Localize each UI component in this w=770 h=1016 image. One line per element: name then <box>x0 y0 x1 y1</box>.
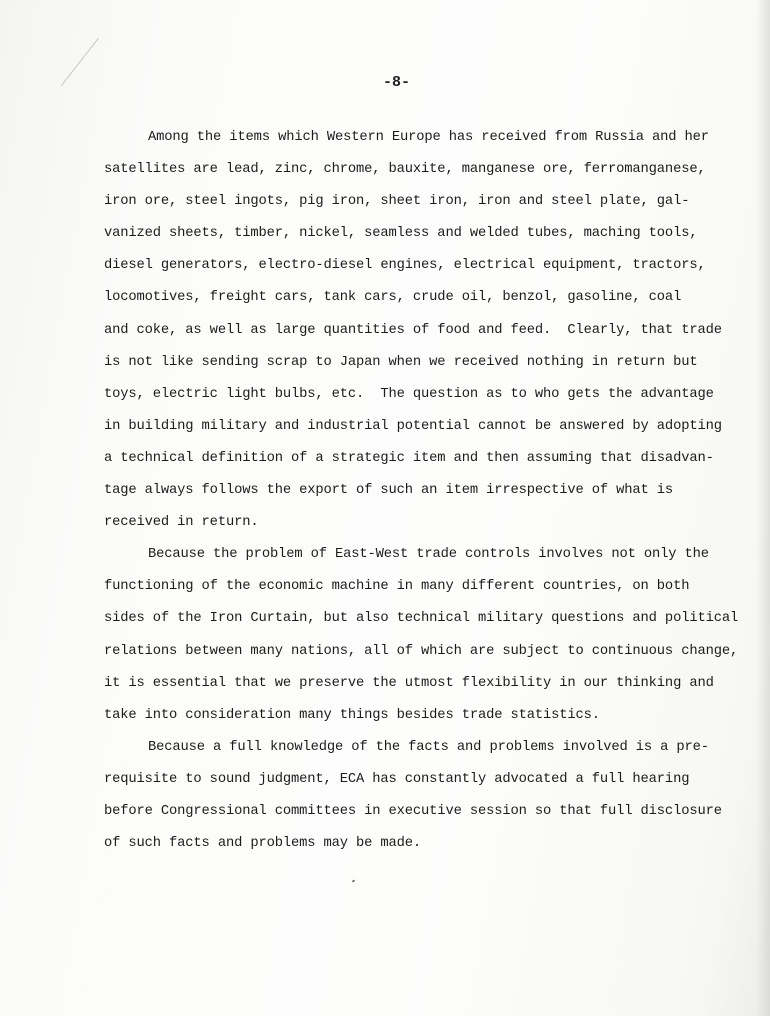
text-line: before Congressional committees in executive session so that full disclosure <box>104 803 722 819</box>
text-line: toys, electric light bulbs, etc. The question as to who gets the advantage <box>104 386 714 402</box>
text-line: iron ore, steel ingots, pig iron, sheet iron, iron and steel plate, gal- <box>104 194 690 210</box>
text-line: and coke, as well as large quantities of food and feed. Clearly, that trade <box>104 322 722 338</box>
text-line: of such facts and problems may be made. <box>104 836 422 852</box>
paper-crease <box>61 38 99 86</box>
text-line: locomotives, freight cars, tank cars, crude oil, benzol, gasoline, coal <box>104 290 682 306</box>
paragraph-2 <box>104 539 739 732</box>
text-line: Because the problem of East-West trade controls involves not only the <box>148 547 709 563</box>
text-line: in building military and industrial potential cannot be answered by adopting <box>104 418 722 434</box>
paragraph-3 <box>104 732 734 860</box>
text-line: Among the items which Western Europe has received from Russia and her <box>148 130 709 145</box>
text-line: it is essential that we preserve the utmost flexibility in our thinking and <box>104 675 714 691</box>
text-line: requisite to sound judgment, ECA has constantly advocated a full hearing <box>104 771 690 787</box>
body-text <box>104 122 739 860</box>
ink-speck <box>352 879 356 882</box>
text-line: diesel generators, electro-diesel engines, electrical equipment, tractors, <box>104 258 706 274</box>
page-edge-shadow <box>756 0 770 1016</box>
text-line: functioning of the economic machine in many different countries, on both <box>104 579 690 595</box>
text-line: received in return. <box>104 515 259 531</box>
text-line: vanized sheets, timber, nickel, seamless and welded tubes, maching tools, <box>104 226 698 242</box>
text-line: tage always follows the export of such an item irrespective of what is <box>104 483 674 499</box>
page-number: -8- <box>383 74 411 91</box>
text-line: take into consideration many things besides trade statistics. <box>104 707 600 723</box>
text-line: relations between many nations, all of which are subject to continuous change, <box>104 643 739 659</box>
text-line: a technical definition of a strategic item and then assuming that disadvan- <box>104 450 714 466</box>
text-line: sides of the Iron Curtain, but also technical military questions and political <box>104 611 739 627</box>
text-line: is not like sending scrap to Japan when we received nothing in return but <box>104 354 698 370</box>
paragraph-1 <box>104 122 734 539</box>
text-line: Because a full knowledge of the facts and problems involved is a pre- <box>148 739 709 755</box>
text-line: satellites are lead, zinc, chrome, bauxite, manganese ore, ferromanganese, <box>104 162 706 178</box>
